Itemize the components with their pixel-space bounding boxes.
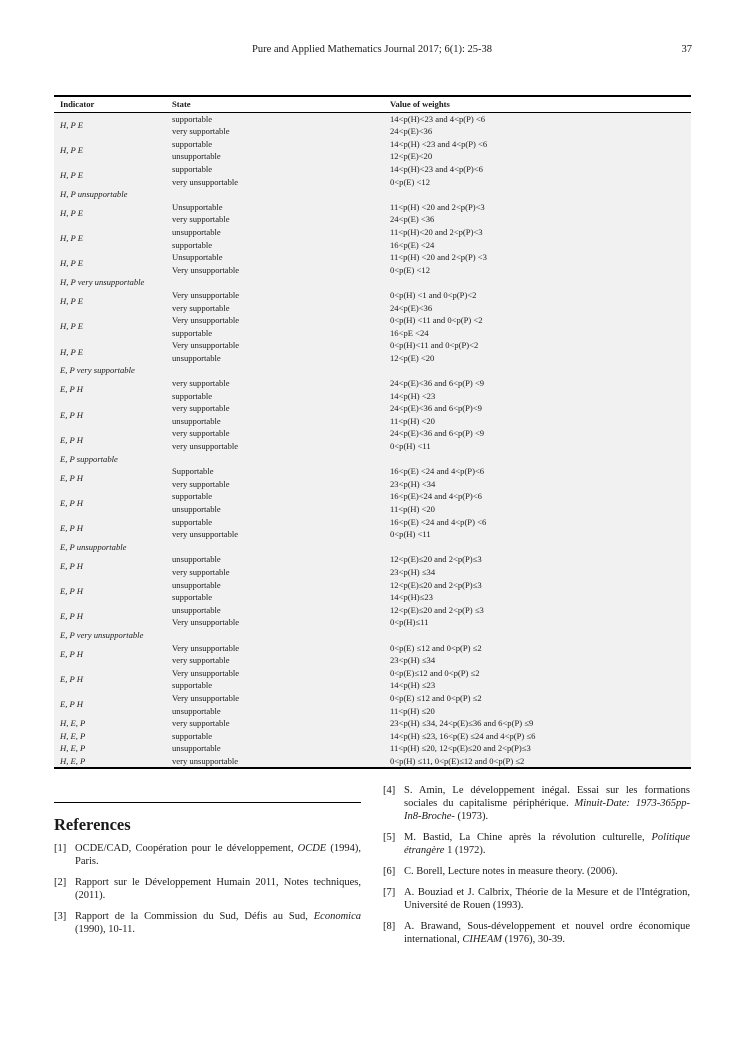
value-line: 23<p(H) ≤34, 24<p(E)≤36 and 6<p(P) ≤9 bbox=[390, 718, 534, 729]
indicator-cell: E, P H bbox=[60, 497, 83, 508]
state-line: very supportable bbox=[172, 378, 230, 389]
indicator-cell: E, P H bbox=[60, 611, 83, 622]
value-line: 0<p(H) ≤11, 0<p(E)≤12 and 0<p(P) ≤2 bbox=[390, 755, 525, 766]
state-cell bbox=[166, 377, 384, 402]
indicator-cell: E, P unsupportable bbox=[60, 541, 127, 552]
state-line: Unsupportable bbox=[172, 252, 223, 263]
state-line: supportable bbox=[172, 592, 213, 603]
value-line: 24<p(E)<36 and 6<p(P) <9 bbox=[390, 428, 485, 439]
value-cell bbox=[384, 188, 691, 201]
state-line: Very unsupportable bbox=[172, 617, 240, 628]
value-cell bbox=[384, 339, 691, 364]
table-row bbox=[54, 490, 691, 515]
reference-text-main: Rapport sur le Développement Humain 2011, Notes techniques, (2011). bbox=[75, 877, 361, 901]
indicator-cell: E, P H bbox=[60, 522, 83, 533]
value-line: 0<p(H)≤11 bbox=[390, 617, 429, 628]
table-row bbox=[54, 339, 691, 364]
state-cell bbox=[166, 465, 384, 490]
table-row bbox=[54, 251, 691, 276]
table-row bbox=[54, 138, 691, 163]
state-line: very supportable bbox=[172, 478, 230, 489]
reference-source: Minuit-Date: 1973-365pp-In8-Broche- bbox=[404, 798, 690, 822]
state-cell bbox=[166, 629, 384, 642]
references-divider bbox=[54, 802, 361, 803]
state-line: very unsupportable bbox=[172, 176, 239, 187]
state-line: supportable bbox=[172, 239, 213, 250]
indicator-cell: H, P E bbox=[60, 145, 83, 156]
value-line: 11<p(H) ≤20 bbox=[390, 705, 435, 716]
state-cell bbox=[166, 339, 384, 364]
table-row bbox=[54, 377, 691, 402]
reference-text-tail: (1994), Paris. bbox=[75, 843, 362, 867]
indicator-cell: E, P H bbox=[60, 674, 83, 685]
state-line: supportable bbox=[172, 113, 213, 124]
reference-text-main: S. Amin, Le développement inégal. Essai sur les formations sociales du capitalisme périphérique. bbox=[404, 785, 690, 809]
table-row bbox=[54, 692, 691, 717]
reference-text bbox=[404, 886, 690, 912]
value-line: 11<p(H) <20 and 2<p(P)<3 bbox=[390, 201, 485, 212]
value-cell bbox=[384, 642, 691, 667]
reference-number: [7] bbox=[383, 887, 396, 898]
value-cell bbox=[384, 755, 691, 769]
state-line: very unsupportable bbox=[172, 529, 239, 540]
value-cell bbox=[384, 717, 691, 730]
state-line: Very unsupportable bbox=[172, 340, 240, 351]
reference-number: [3] bbox=[54, 911, 67, 922]
table-row bbox=[54, 755, 691, 769]
reference-text-main: A. Brawand, Sous-développement et nouvel ordre économique international, bbox=[404, 921, 690, 945]
value-line: 0<p(H) <11 bbox=[390, 529, 431, 540]
value-line: 0<p(H)<11 and 0<p(P)<2 bbox=[390, 340, 479, 351]
value-cell bbox=[384, 553, 691, 578]
reference-number: [4] bbox=[383, 785, 396, 796]
indicator-cell: E, P H bbox=[60, 472, 83, 483]
value-cell bbox=[384, 667, 691, 692]
value-cell bbox=[384, 226, 691, 251]
references-right-column bbox=[383, 784, 690, 954]
state-line: supportable bbox=[172, 327, 213, 338]
page-number: 37 bbox=[681, 44, 692, 55]
reference-text-main: M. Bastid, La Chine après la révolution culturelle, bbox=[404, 832, 652, 843]
state-cell bbox=[166, 516, 384, 541]
state-line: unsupportable bbox=[172, 579, 221, 590]
reference-number: [1] bbox=[54, 843, 67, 854]
state-line: unsupportable bbox=[172, 554, 221, 565]
indicator-cell: E, P H bbox=[60, 648, 83, 659]
value-cell bbox=[384, 289, 691, 314]
weights-table-container bbox=[54, 95, 691, 769]
indicator-cell: H, E, P bbox=[60, 743, 86, 754]
value-line: 11<p(H)<20 and 2<p(P)<3 bbox=[390, 226, 483, 237]
state-line: very supportable bbox=[172, 566, 230, 577]
reference-item bbox=[383, 784, 690, 823]
value-line: 0<p(E)≤12 and 0<p(P) ≤2 bbox=[390, 667, 480, 678]
state-line: supportable bbox=[172, 680, 213, 691]
state-line: supportable bbox=[172, 390, 213, 401]
value-line: 24<p(E)<36 and 6<p(P) <9 bbox=[390, 378, 485, 389]
reference-text bbox=[404, 784, 690, 823]
table-row bbox=[54, 516, 691, 541]
state-cell bbox=[166, 541, 384, 554]
value-line: 12<p(E)≤20 and 2<p(P)≤3 bbox=[390, 579, 482, 590]
state-cell bbox=[166, 289, 384, 314]
state-cell bbox=[166, 427, 384, 452]
journal-title: Pure and Applied Mathematics Journal 2017; 6(1): 25-38 bbox=[252, 44, 492, 55]
value-line: 0<p(E) <12 bbox=[390, 176, 431, 187]
state-line: Very unsupportable bbox=[172, 289, 240, 300]
state-line: unsupportable bbox=[172, 151, 221, 162]
value-cell bbox=[384, 163, 691, 188]
references-left-column bbox=[54, 842, 361, 944]
state-cell bbox=[166, 226, 384, 251]
reference-item bbox=[383, 865, 690, 878]
value-line: 0<p(H) <1 and 0<p(P)<2 bbox=[390, 289, 477, 300]
state-line: very supportable bbox=[172, 718, 230, 729]
indicator-cell: H, P E bbox=[60, 296, 83, 307]
value-line: 16<p(E) <24 bbox=[390, 239, 435, 250]
state-cell bbox=[166, 553, 384, 578]
table-row bbox=[54, 163, 691, 188]
column-header-state: State bbox=[166, 96, 384, 112]
value-cell bbox=[384, 276, 691, 289]
value-line: 23<p(H) <34 bbox=[390, 478, 436, 489]
page-header bbox=[0, 44, 744, 58]
state-line: Very unsupportable bbox=[172, 642, 240, 653]
value-line: 0<p(H) <11 bbox=[390, 441, 431, 452]
reference-text bbox=[75, 842, 361, 868]
table-row bbox=[54, 276, 691, 289]
state-line: Very unsupportable bbox=[172, 692, 240, 703]
value-line: 0<p(E) ≤12 and 0<p(P) ≤2 bbox=[390, 642, 482, 653]
state-line: unsupportable bbox=[172, 504, 221, 514]
indicator-cell: H, E, P bbox=[60, 755, 86, 766]
value-cell bbox=[384, 490, 691, 515]
indicator-cell: E, P H bbox=[60, 585, 83, 596]
indicator-cell: E, P H bbox=[60, 409, 83, 420]
reference-text-tail: (1973). bbox=[454, 811, 489, 822]
value-cell bbox=[384, 251, 691, 276]
reference-number: [8] bbox=[383, 921, 396, 932]
value-line: 11<p(H) <20 and 2<p(P) <3 bbox=[390, 252, 487, 263]
value-line: 24<p(E)<36 bbox=[390, 302, 433, 313]
state-cell bbox=[166, 251, 384, 276]
reference-text-main: OCDE/CAD, Coopération pour le développement, bbox=[75, 843, 298, 854]
table-row bbox=[54, 553, 691, 578]
indicator-cell: H, P E bbox=[60, 119, 83, 130]
value-line: 24<p(E)<36 and 6<p(P)<9 bbox=[390, 403, 482, 414]
value-cell bbox=[384, 138, 691, 163]
value-cell bbox=[384, 112, 691, 138]
value-line: 14<p(H) ≤23, 16<p(E) ≤24 and 4<p(P) ≤6 bbox=[390, 730, 536, 741]
table-row bbox=[54, 314, 691, 339]
state-cell bbox=[166, 692, 384, 717]
table-row bbox=[54, 717, 691, 730]
state-cell bbox=[166, 755, 384, 769]
value-line: 12<p(E)≤20 and 2<p(P) ≤3 bbox=[390, 604, 484, 615]
value-line: 12<p(E)≤20 and 2<p(P)≤3 bbox=[390, 554, 482, 565]
state-cell bbox=[166, 201, 384, 226]
table-row bbox=[54, 604, 691, 629]
value-line: 14<p(H)≤23 bbox=[390, 592, 433, 603]
state-cell bbox=[166, 314, 384, 339]
value-cell bbox=[384, 377, 691, 402]
state-line: supportable bbox=[172, 491, 213, 502]
value-line: 23<p(H) ≤34 bbox=[390, 566, 436, 577]
indicator-cell: H, E, P bbox=[60, 718, 86, 729]
state-line: very unsupportable bbox=[172, 441, 239, 452]
value-cell bbox=[384, 516, 691, 541]
table-row bbox=[54, 226, 691, 251]
reference-text-main: A. Bouziad et J. Calbrix, Théorie de la Mesure et de l'Intégration, Université de Rouen (1993). bbox=[404, 887, 690, 911]
table-row bbox=[54, 188, 691, 201]
state-cell bbox=[166, 402, 384, 427]
state-line: very supportable bbox=[172, 655, 230, 666]
reference-number: [2] bbox=[54, 877, 67, 888]
table-row bbox=[54, 667, 691, 692]
reference-text bbox=[404, 865, 690, 878]
indicator-cell: E, P H bbox=[60, 699, 83, 710]
indicator-cell: H, P E bbox=[60, 321, 83, 332]
value-cell bbox=[384, 402, 691, 427]
state-line: supportable bbox=[172, 138, 213, 149]
state-line: very supportable bbox=[172, 302, 230, 313]
value-line: 0<p(E) ≤12 and 0<p(P) ≤2 bbox=[390, 692, 482, 703]
indicator-cell: H, E, P bbox=[60, 730, 86, 741]
value-line: 0<p(H) <11 and 0<p(P) <2 bbox=[390, 315, 483, 326]
table-row bbox=[54, 112, 691, 138]
value-cell bbox=[384, 629, 691, 642]
state-cell bbox=[166, 138, 384, 163]
value-line: 14<p(H) <23 bbox=[390, 390, 436, 401]
reference-number: [6] bbox=[383, 866, 396, 877]
value-cell bbox=[384, 604, 691, 629]
state-cell bbox=[166, 579, 384, 604]
reference-item bbox=[383, 831, 690, 857]
state-line: Very unsupportable bbox=[172, 315, 240, 326]
state-line: Unsupportable bbox=[172, 201, 223, 212]
indicator-cell: H, P E bbox=[60, 233, 83, 244]
reference-text bbox=[404, 920, 690, 946]
table-row bbox=[54, 427, 691, 452]
state-line: supportable bbox=[172, 516, 213, 527]
table-header-row bbox=[54, 96, 691, 112]
column-header-indicator: Indicator bbox=[54, 96, 166, 112]
value-line: 16<p(E) <24 and 4<p(P)<6 bbox=[390, 466, 485, 477]
reference-source: Politique étrangère bbox=[404, 832, 690, 856]
state-line: supportable bbox=[172, 163, 213, 174]
indicator-cell: H, P very unsupportable bbox=[60, 277, 145, 288]
reference-text-tail: 1 (1972). bbox=[444, 845, 486, 856]
state-cell bbox=[166, 188, 384, 201]
state-line: Supportable bbox=[172, 466, 214, 477]
reference-text bbox=[75, 876, 361, 902]
state-line: unsupportable bbox=[172, 415, 221, 426]
table-row bbox=[54, 465, 691, 490]
indicator-cell: E, P H bbox=[60, 384, 83, 395]
state-cell bbox=[166, 163, 384, 188]
reference-number: [5] bbox=[383, 832, 396, 843]
reference-text bbox=[404, 831, 690, 857]
reference-item bbox=[383, 886, 690, 912]
reference-text bbox=[75, 910, 361, 936]
state-line: unsupportable bbox=[172, 705, 221, 716]
state-cell bbox=[166, 604, 384, 629]
value-line: 23<p(H) ≤34 bbox=[390, 655, 436, 666]
indicator-cell: H, P E bbox=[60, 208, 83, 219]
value-line: 24<p(E) <36 bbox=[390, 214, 435, 225]
value-cell bbox=[384, 453, 691, 466]
value-cell bbox=[384, 541, 691, 554]
value-cell bbox=[384, 201, 691, 226]
table-row bbox=[54, 201, 691, 226]
value-line: 11<p(H) <20 bbox=[390, 415, 435, 426]
state-line: Very unsupportable bbox=[172, 264, 240, 275]
state-cell bbox=[166, 276, 384, 289]
value-cell bbox=[384, 579, 691, 604]
reference-item bbox=[54, 842, 361, 868]
value-line: 11<p(H) <20 bbox=[390, 504, 435, 514]
indicator-cell: H, P E bbox=[60, 346, 83, 357]
state-line: supportable bbox=[172, 730, 213, 741]
indicator-cell: E, P H bbox=[60, 434, 83, 445]
value-line: 11<p(H) ≤20, 12<p(E)≤20 and 2<p(P)≤3 bbox=[390, 743, 531, 754]
state-line: unsupportable bbox=[172, 604, 221, 615]
weights-table bbox=[54, 95, 691, 769]
indicator-cell: H, P E bbox=[60, 258, 83, 269]
references-heading: References bbox=[54, 815, 131, 834]
state-line: very supportable bbox=[172, 214, 230, 225]
table-row bbox=[54, 629, 691, 642]
state-line: very supportable bbox=[172, 126, 230, 137]
indicator-cell: H, P E bbox=[60, 170, 83, 181]
state-cell bbox=[166, 667, 384, 692]
value-line: 16<pE <24 bbox=[390, 327, 429, 338]
state-cell bbox=[166, 642, 384, 667]
reference-source: CIHEAM bbox=[462, 934, 502, 945]
reference-item bbox=[383, 920, 690, 946]
value-line: 14<p(H) ≤23 bbox=[390, 680, 436, 691]
state-line: very unsupportable bbox=[172, 755, 239, 766]
state-line: unsupportable bbox=[172, 743, 221, 754]
value-cell bbox=[384, 465, 691, 490]
value-line: 16<p(E) <24 and 4<p(P) <6 bbox=[390, 516, 487, 527]
state-cell bbox=[166, 453, 384, 466]
table-body bbox=[54, 112, 691, 768]
indicator-cell: H, P unsupportable bbox=[60, 189, 128, 200]
column-header-value: Value of weights bbox=[384, 96, 691, 112]
value-line: 0<p(E) <12 bbox=[390, 264, 431, 275]
state-line: very supportable bbox=[172, 428, 230, 439]
value-cell bbox=[384, 314, 691, 339]
value-cell bbox=[384, 364, 691, 377]
indicator-cell: E, P very supportable bbox=[60, 365, 135, 376]
state-line: very supportable bbox=[172, 403, 230, 414]
state-cell bbox=[166, 730, 384, 743]
value-cell bbox=[384, 730, 691, 743]
state-cell bbox=[166, 717, 384, 730]
value-line: 12<p(E) <20 bbox=[390, 352, 435, 363]
indicator-cell: E, P supportable bbox=[60, 453, 118, 464]
state-cell bbox=[166, 112, 384, 138]
value-line: 24<p(E)<36 bbox=[390, 126, 433, 137]
state-cell bbox=[166, 490, 384, 515]
state-cell bbox=[166, 364, 384, 377]
table-row bbox=[54, 453, 691, 466]
table-row bbox=[54, 742, 691, 755]
table-row bbox=[54, 642, 691, 667]
reference-text-main: Rapport de la Commission du Sud, Défis au Sud, bbox=[75, 911, 314, 922]
table-row bbox=[54, 730, 691, 743]
state-line: unsupportable bbox=[172, 226, 221, 237]
reference-item bbox=[54, 876, 361, 902]
reference-text-tail: (1976), 30-39. bbox=[502, 934, 565, 945]
state-cell bbox=[166, 742, 384, 755]
reference-text-main: C. Borell, Lecture notes in measure theory. (2006). bbox=[404, 866, 618, 877]
table-row bbox=[54, 402, 691, 427]
table-row bbox=[54, 289, 691, 314]
value-line: 14<p(H) <23 and 4<p(P) <6 bbox=[390, 138, 488, 149]
value-cell bbox=[384, 692, 691, 717]
reference-text-tail: (1990), 10-11. bbox=[75, 924, 135, 935]
state-line: Very unsupportable bbox=[172, 667, 240, 678]
value-cell bbox=[384, 742, 691, 755]
value-line: 12<p(E)<20 bbox=[390, 151, 433, 162]
table-row bbox=[54, 541, 691, 554]
value-line: 14<p(H)<23 and 4<p(P)<6 bbox=[390, 163, 483, 174]
indicator-cell: E, P very unsupportable bbox=[60, 629, 144, 640]
reference-item bbox=[54, 910, 361, 936]
reference-source: Economica bbox=[313, 911, 361, 922]
table-row bbox=[54, 579, 691, 604]
value-line: 16<p(E)<24 and 4<p(P)<6 bbox=[390, 491, 482, 502]
indicator-cell: E, P H bbox=[60, 560, 83, 571]
value-line: 14<p(H)<23 and 4<p(P) <6 bbox=[390, 113, 486, 124]
value-cell bbox=[384, 427, 691, 452]
state-line: unsupportable bbox=[172, 352, 221, 363]
table-row bbox=[54, 364, 691, 377]
reference-source: OCDE bbox=[297, 843, 327, 854]
